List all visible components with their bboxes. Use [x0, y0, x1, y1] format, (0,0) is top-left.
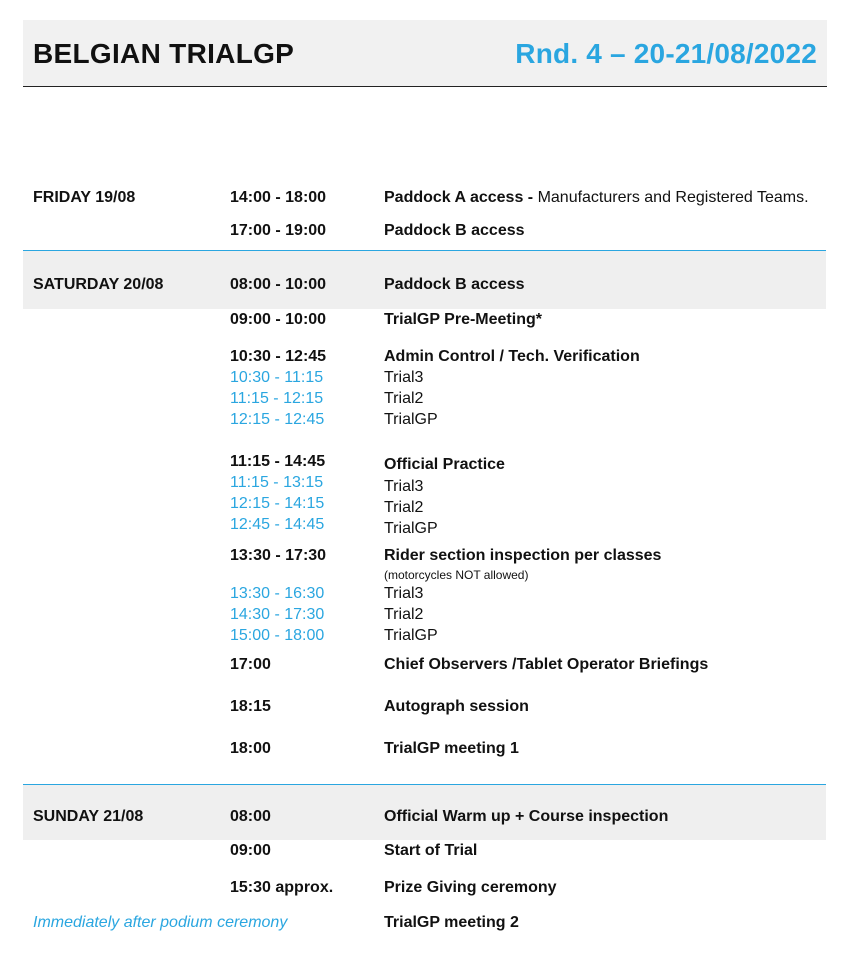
schedule-event: TrialGP meeting 2 [384, 914, 519, 931]
schedule-time: 18:00 [230, 740, 271, 757]
round-date: Rnd. 4 – 20-21/08/2022 [515, 38, 817, 69]
schedule-event: Paddock A access - Manufacturers and Registered Teams. [384, 189, 809, 206]
class-time: 11:15 - 13:15 [230, 474, 324, 491]
schedule-event: Official Practice [384, 456, 505, 473]
class-name: TrialGP [384, 520, 438, 537]
class-name: Trial3 [384, 585, 424, 602]
schedule-time: 14:00 - 18:00 [230, 189, 327, 206]
schedule-event: Official Warm up + Course inspection [384, 808, 669, 825]
schedule-time: 18:15 [230, 698, 271, 715]
class-name: TrialGP [384, 411, 438, 428]
class-time: 13:30 - 16:30 [230, 585, 325, 602]
schedule-time: 13:30 - 17:30 [230, 547, 327, 564]
schedule-time: 11:15 - 14:45 [230, 453, 326, 470]
class-time: 15:00 - 18:00 [230, 627, 325, 644]
schedule-time: 09:00 [230, 842, 271, 859]
schedule-time: 17:00 [230, 656, 271, 673]
schedule-event: Start of Trial [384, 842, 478, 859]
schedule-time-note: Immediately after podium ceremony [33, 914, 288, 931]
schedule-event: Paddock B access [384, 222, 525, 239]
schedule-time: 17:00 - 19:00 [230, 222, 327, 239]
schedule-time: 08:00 - 10:00 [230, 276, 327, 293]
class-time: 12:45 - 14:45 [230, 516, 325, 533]
class-name: TrialGP [384, 627, 438, 644]
class-name: Trial2 [384, 499, 424, 516]
schedule-time: 10:30 - 12:45 [230, 348, 327, 365]
schedule-event: TrialGP meeting 1 [384, 740, 519, 757]
class-name: Trial3 [384, 478, 424, 495]
class-time: 10:30 - 11:15 [230, 369, 324, 386]
class-name: Trial2 [384, 606, 424, 623]
class-name: Trial3 [384, 369, 424, 386]
saturday-day-label: SATURDAY 20/08 [33, 276, 164, 293]
schedule-note: (motorcycles NOT allowed) [384, 568, 529, 582]
schedule-event: Rider section inspection per classes [384, 547, 662, 564]
schedule-event: TrialGP Pre-Meeting* [384, 311, 542, 328]
class-time: 12:15 - 12:45 [230, 411, 325, 428]
schedule-event: Chief Observers /Tablet Operator Briefings [384, 656, 709, 673]
class-name: Trial2 [384, 390, 424, 407]
schedule-time: 08:00 [230, 808, 271, 825]
schedule-event: Autograph session [384, 698, 529, 715]
schedule-event: Prize Giving ceremony [384, 879, 557, 896]
class-time: 14:30 - 17:30 [230, 606, 325, 623]
class-time: 12:15 - 14:15 [230, 495, 325, 512]
schedule-event: Admin Control / Tech. Verification [384, 348, 640, 365]
header-banner [23, 20, 827, 87]
schedule-time: 09:00 - 10:00 [230, 311, 327, 328]
class-time: 11:15 - 12:15 [230, 390, 324, 407]
sunday-day-label: SUNDAY 21/08 [33, 808, 144, 825]
schedule-event: Paddock B access [384, 276, 525, 293]
page-title: BELGIAN TRIALGP [33, 38, 295, 69]
schedule-time: 15:30 approx. [230, 879, 334, 896]
friday-day-label: FRIDAY 19/08 [33, 189, 136, 206]
